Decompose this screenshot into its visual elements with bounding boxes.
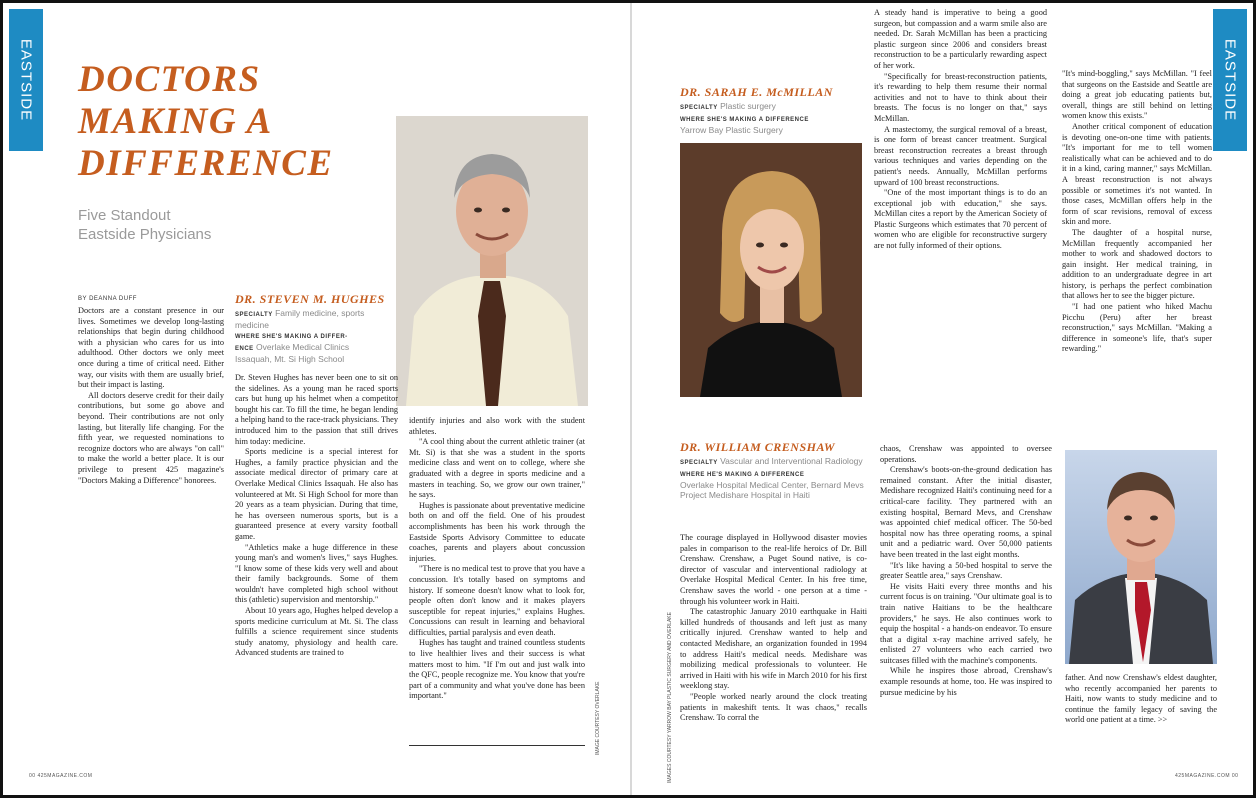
specialty-label: SPECIALTY [680,105,718,111]
specialty-label: SPECIALTY [235,312,273,318]
body-paragraph: He visits Haiti every three months and his current focus is on training. "Our ultimate goal is to train native Haitians to be the healthcare providers," he says. He also continues work to equip the hospital - a hands-on endeavor. To ensure that a digital x-ray machine arrived safely, he enlisted 27 volunteers who each carried two suitcases filled with the machine's components. [880,581,1052,665]
doctor-meta-mcmillan [680,101,870,135]
portrait-mcmillan-illustration [680,143,862,397]
body-paragraph: "I had one patient who hiked Machu Picchu (Peru) after her breast reconstruction," says McMillan. "Making a difference in someone's life, that's super rewarding." [1062,302,1212,354]
where-value: Yarrow Bay Plastic Surgery [680,125,783,135]
doctor-name-hughes: DR. STEVEN M. HUGHES [235,292,385,306]
where-value: Overlake Medical Clinics Issaquah, Mt. Si High School [235,342,350,364]
photo-hughes [396,116,588,406]
footer-right: 425MAGAZINE.COM 00 [1175,773,1239,779]
where-label: WHERE HE'S MAKING A DIFFERENCE [680,472,805,478]
body-paragraph: "One of the most important things is to do an exceptional job with education," she says. McMillan cites a report by the American Society of Plastic Surgeons which estimates that 70 percent of women who are eligible for reconstructive surgery are not fully informed of their options. [874,188,1047,251]
section-tab-left [6,6,46,154]
hughes-column-1 [235,373,398,659]
portrait-crenshaw-illustration [1065,450,1217,664]
intro-paragraph: All doctors deserve credit for their daily contributions, but some go above and beyond. Their contributions are not only lasting, but literally life changing. For the fifth year, we requested nominations to recognize doctors who are always "on call" to make the world a better place. It is our privilege to present 425 magazine's "Doctors Making a Difference" honorees. [78,390,224,485]
body-paragraph: Another critical component of education is devoting one-on-one time with patients. "It's important for me to tell women realistically what can be achieved and to do it in a kind, caring manner," says McMillan. A breast reconstruction is not always possible or sometimes it's not wanted. In those cases, McMillan offers help in the form of scar revisions, removal of excess skin and more. [1062,121,1212,227]
hughes-column-2 [409,416,585,702]
body-paragraph: "It's like having a 50-bed hospital to serve the greater Seattle area," says Crenshaw. [880,560,1052,581]
body-paragraph: identify injuries and also work with the student athletes. [409,416,585,436]
where-label-cont: ENCE [235,346,254,352]
section-tab-label: EASTSIDE [1221,38,1239,122]
body-paragraph: "Athletics make a huge difference in these young man's and women's lives," says Hughes. "I know some of these kids very well and about their family backgrounds. Some of them wouldn't have completed high school without this (athletic) supervision and mentorship." [235,542,398,605]
portrait-hughes-illustration [396,116,588,406]
body-paragraph: chaos, Crenshaw was appointed to oversee operations. [880,444,1052,464]
crenshaw-column-3 [1065,673,1217,726]
photo-mcmillan [680,143,862,397]
body-paragraph: The courage displayed in Hollywood disaster movies pales in comparison to the real-life heroics of Dr. Bill Crenshaw. Crenshaw, a Puget Sound native, is co-director of vascular and interventional radiology at Overlake Hospital Medical Center. In his free time, Crenshaw saves the world - one person at a time - through his volunteer work in Haiti. [680,533,867,606]
body-paragraph: Hughes is passionate about preventative medicine both on and off the field. One of his proudest accomplishments has been his work through the Eastside Sports Advisory Committee to educate coaches, parents and players about concussion injuries. [409,500,585,563]
photo-credit-hughes: IMAGE COURTESY OVERLAKE [595,681,601,755]
body-paragraph: The catastrophic January 2010 earthquake in Haiti killed hundreds of thousands and left just as many critically injured. Crenshaw wanted to help and contacted Medishare, an organization founded in 1994 to address Haiti's medical needs. Medishare was mobilizing medical professionals to volunteer. He arrived in Haiti with his wife in March 2010 for his first weeklong stay. [680,607,867,691]
article-subtitle: Five Standout Eastside Physicians [78,207,212,243]
hughes-end-rule [409,745,585,746]
body-paragraph: "There is no medical test to prove that you have a concussion. It's totally based on symptoms and history. If someone doesn't know what to look for, people often don't know and it makes players susceptible for repeat injuries," explains Hughes. Concussions can result in learning and behavioral difficulties, partial paralysis and even death. [409,564,585,637]
body-paragraph: Hughes has taught and trained countless students to live healthier lives and their success is what matters most to him. "If I'm out and just walk into the QFC, people recognize me. You know that you're part of a community and what you've done has been important." [409,638,585,701]
body-paragraph: Dr. Steven Hughes has never been one to sit on the sidelines. As a young man he raced sports cars but hung up his helmet when a competitor bought his car. To fill the time, he began lending a helping hand to the race-track physicians. They introduced him to the passion that still drives him today: medicine. [235,373,398,446]
body-paragraph: father. And now Crenshaw's eldest daughter, who recently accompanied her parents to Haiti, now wants to study medicine and to continue the family legacy of saving the world one patient at a time. >> [1065,673,1217,725]
body-paragraph: A mastectomy, the surgical removal of a breast, is one form of breast cancer treatment. Surgical breast reconstruction recreates a breast through various techniques and varies depending on the patient's needs. Annually, McMillan performs upward of 100 breast reconstructions. [874,124,1047,187]
body-paragraph: About 10 years ago, Hughes helped develop a sports medicine curriculum at Mt. Si. The class fulfills a science requirement since students study anatomy, physiology and health care. Advanced students are trained to [235,606,398,658]
photo-crenshaw [1065,450,1217,664]
body-paragraph: "People worked nearly around the clock treating patients in makeshift tents. It was chaos," recalls Crenshaw. To corral the [680,691,867,723]
where-label: WHERE SHE'S MAKING A DIFFERENCE [680,117,809,123]
crenshaw-column-2 [880,444,1052,698]
mcmillan-column-2 [1062,69,1212,355]
specialty-label: SPECIALTY [680,460,718,466]
byline: BY DEANNA DUFF [78,296,137,302]
body-paragraph: "It's mind-boggling," says McMillan. "I feel that surgeons on the Eastside and Seattle are doing a great job educating patients but, overall, things are still behind on letting women know this exists." [1062,69,1212,121]
mcmillan-column-1 [874,8,1047,252]
doctor-name-crenshaw: DR. WILLIAM CRENSHAW [680,440,836,454]
specialty-value: Vascular and Interventional Radiology [720,456,863,466]
where-label: WHERE SHE'S MAKING A DIFFER- [235,334,348,340]
doctor-meta-crenshaw [680,456,865,500]
section-tab-right [1210,6,1250,154]
crenshaw-column-1 [680,533,867,724]
section-tab-label: EASTSIDE [17,38,35,122]
body-paragraph: "A cool thing about the current athletic trainer (at Mt. Si) is that she was a student in the sports medicine class and went on to college, where she graduated with a degree in sports medicine and a masters in teaching. So, we grow our own trainer," he says. [409,437,585,500]
doctor-name-mcmillan: DR. SARAH E. McMILLAN [680,85,833,99]
body-paragraph: Crenshaw's boots-on-the-ground dedication has remained constant. After the initial disaster, Medishare recognized Haiti's continuing need for a critical-care facility. They partnered with an existing hospital, Bernard Mevs, and Crenshaw was appointed chief medical officer. The 50-bed hospital now has three operating rooms, a spinal unit and a pediatric ward. Over 50,000 patients have been treated in the last eight months. [880,465,1052,559]
intro-paragraph: Doctors are a constant presence in our lives. Sometimes we develop long-lasting relationships that begin during childhood with a physician who cares for us into adulthood. Other doctors we only meet once during a time of critical need. Either way, our visits with them are usually brief, but their impact is lasting. [78,306,224,390]
page-gutter [630,3,632,795]
doctor-meta-hughes [235,308,385,364]
body-paragraph: Sports medicine is a special interest for Hughes, a family practice physician and the associate medical director of primary care at Overlake Medical Clinics Issaquah. He also has volunteered at Mt. Si High School for more than 20 years as a team physician. During that time, he has overseen numerous sports, but is a guaranteed presence at every varsity football game. [235,447,398,541]
footer-left: 00 425MAGAZINE.COM [29,773,93,779]
body-paragraph: "Specifically for breast-reconstruction patients, it's rewarding to help them resume their normal activities and not to have to think about their breasts. The focus is no longer on that," says McMillan. [874,71,1047,123]
intro-column [78,306,224,486]
article-title: DOCTORS MAKING A DIFFERENCE [78,59,334,184]
body-paragraph: The daughter of a hospital nurse, McMillan frequently accompanied her mother to work and shadowed doctors to gain insight. Her medical training, in addition to an undergraduate degree in art history, is perhaps the perfect combination that allows her to see the bigger picture. [1062,227,1212,301]
body-paragraph: While he inspires those abroad, Crenshaw's example resounds at home, too. He was inspired to pursue medicine by his [880,666,1052,697]
specialty-value: Plastic surgery [720,101,776,111]
photo-credit-crenshaw: IMAGES COURTESY YARROW BAY PLASTIC SURGERY AND OVERLAKE [667,612,673,783]
where-value: Overlake Hospital Medical Center, Bernard Mevs Project Medishare Hospital in Haiti [680,480,864,500]
body-paragraph: A steady hand is imperative to being a good surgeon, but compassion and a warm smile also are needed. Dr. Sarah McMillan has been a practicing plastic surgeon since 2006 and considers breast reconstruction to be a particularly rewarding aspect of her work. [874,8,1047,70]
specialty-value: Family medicine, sports medicine [235,308,365,330]
